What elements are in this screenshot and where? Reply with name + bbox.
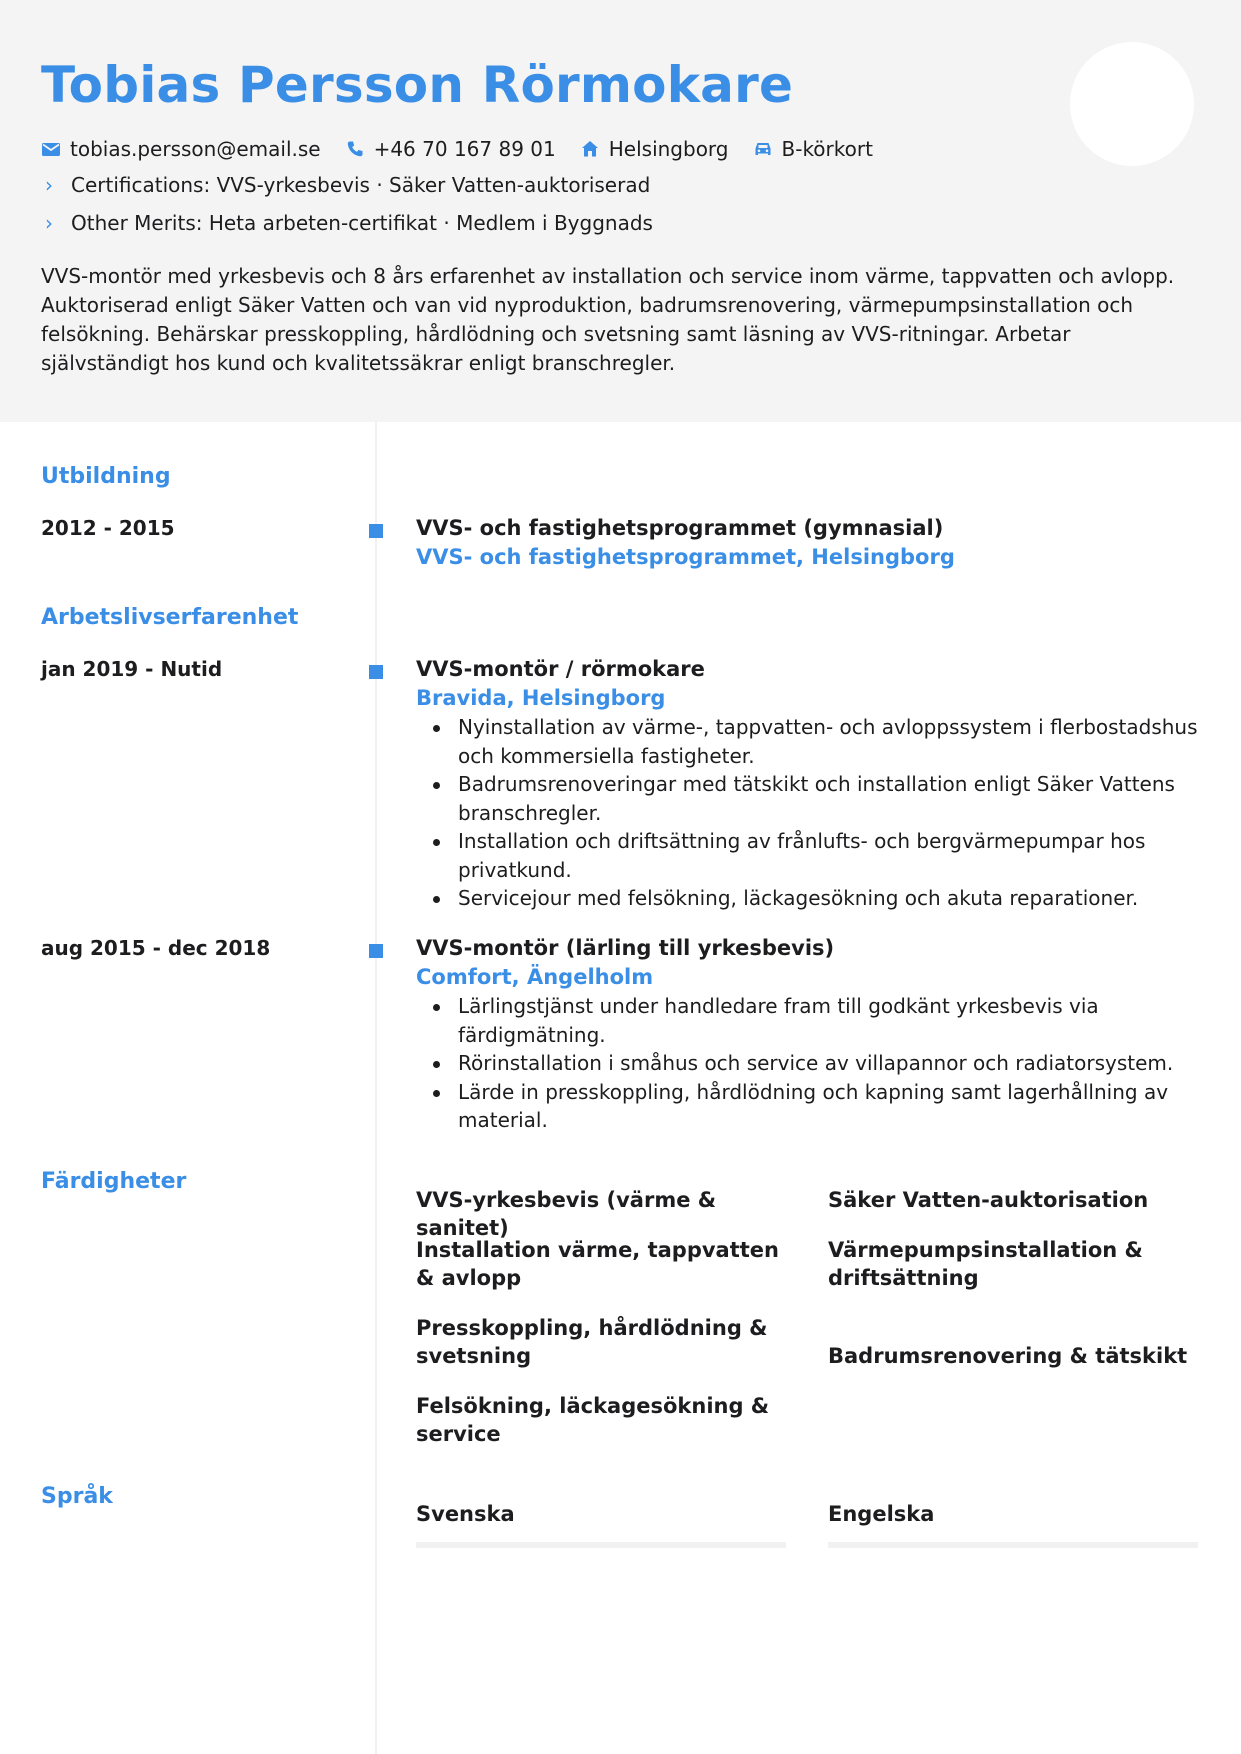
header [0, 0, 1241, 422]
skill-item: Installation värme, tappvatten & avlopp [416, 1238, 779, 1290]
certifications-row [41, 170, 650, 200]
skill-item: VVS-yrkesbevis (värme & sanitet) [416, 1188, 717, 1240]
language-level-bar [416, 1542, 786, 1548]
summary: VVS-montör med yrkesbevis och 8 års erfarenhet av installation och service inom värme, tappvatten och avlopp. Auktoriserad enligt Säker Vatten och van vid nyproduktion, badrumsrenovering, värmepumpsinstallation och felsökning. Behärskar presskoppling, hårdlödning och svetsning samt läsning av VVS-ritningar. Arbetar självständigt hos kund och kvalitetssäkrar enligt branschregler. [41, 264, 1175, 375]
email-text: tobias.persson@email.se [70, 137, 321, 161]
language-level-bar [828, 1542, 1198, 1548]
column-divider [375, 422, 377, 1754]
experience-date: jan 2019 - Nutid [41, 657, 223, 681]
section-title-skills: Färdigheter [41, 1169, 187, 1194]
job-title: VVS-montör / rörmokare [416, 657, 705, 681]
other-merits-text: Other Merits: Heta arbeten-certifikat · Medlem i Byggnads [71, 211, 653, 235]
chevron-right-icon: › [45, 211, 53, 235]
job-bullets [416, 713, 1206, 913]
other-merits-row [41, 208, 653, 238]
list-item: Nyinstallation av värme-, tappvatten- och avloppssystem i flerbostadshus och kommersiella fastigheter. [416, 713, 1206, 770]
contact-license [753, 137, 873, 161]
experience-entry [416, 934, 1206, 1135]
job-bullets [416, 992, 1206, 1135]
phone-text: +46 70 167 89 01 [373, 137, 556, 161]
skill-item: Säker Vatten-auktorisation [828, 1188, 1149, 1212]
section-title-education: Utbildning [41, 464, 171, 489]
job-title: VVS-montör (lärling till yrkesbevis) [416, 936, 835, 960]
skill-item: Presskoppling, hårdlödning & svetsning [416, 1316, 768, 1368]
list-item: Rörinstallation i småhus och service av villapannor och radiatorsystem. [416, 1049, 1206, 1078]
language-item: Svenska [416, 1502, 515, 1526]
section-title-experience: Arbetslivserfarenhet [41, 605, 299, 630]
timeline-marker [369, 524, 383, 538]
page-title: Tobias Persson Rörmokare [41, 56, 794, 114]
contact-email[interactable] [41, 137, 321, 161]
home-icon [580, 139, 600, 159]
timeline-marker [369, 944, 383, 958]
job-employer: Comfort, Ängelholm [416, 965, 654, 989]
list-item: Servicejour med felsökning, läckagesökning och akuta reparationer. [416, 884, 1206, 913]
education-title: VVS- och fastighetsprogrammet (gymnasial) [416, 516, 944, 540]
car-icon [753, 139, 773, 159]
education-entry [416, 514, 1206, 572]
certifications-text: Certifications: VVS-yrkesbevis · Säker Vatten-auktoriserad [71, 173, 651, 197]
timeline-marker [369, 665, 383, 679]
avatar [1070, 42, 1194, 166]
experience-entry [416, 655, 1206, 913]
list-item: Badrumsrenoveringar med tätskikt och installation enligt Säker Vattens branschregler. [416, 770, 1206, 827]
language-item: Engelska [828, 1502, 935, 1526]
skill-item: Badrumsrenovering & tätskikt [828, 1344, 1188, 1368]
contact-row [41, 134, 897, 164]
experience-date: aug 2015 - dec 2018 [41, 936, 271, 960]
list-item: Lärlingstjänst under handledare fram till godkänt yrkesbevis via färdigmätning. [416, 992, 1206, 1049]
list-item: Lärde in presskoppling, hårdlödning och kapning samt lagerhållning av material. [416, 1078, 1206, 1135]
education-school: VVS- och fastighetsprogrammet, Helsingborg [416, 545, 955, 569]
contact-city [580, 137, 729, 161]
education-date: 2012 - 2015 [41, 516, 175, 540]
chevron-right-icon: › [45, 173, 53, 197]
skill-item: Värmepumpsinstallation & driftsättning [828, 1238, 1143, 1290]
job-employer: Bravida, Helsingborg [416, 686, 666, 710]
phone-icon [345, 139, 365, 159]
license-text: B-körkort [781, 137, 873, 161]
skill-item: Felsökning, läckagesökning & service [416, 1394, 770, 1446]
list-item: Installation och driftsättning av frånlufts- och bergvärmepumpar hos privatkund. [416, 827, 1206, 884]
contact-phone[interactable] [345, 137, 556, 161]
section-title-languages: Språk [41, 1484, 113, 1509]
email-icon [41, 139, 61, 159]
city-text: Helsingborg [608, 137, 729, 161]
